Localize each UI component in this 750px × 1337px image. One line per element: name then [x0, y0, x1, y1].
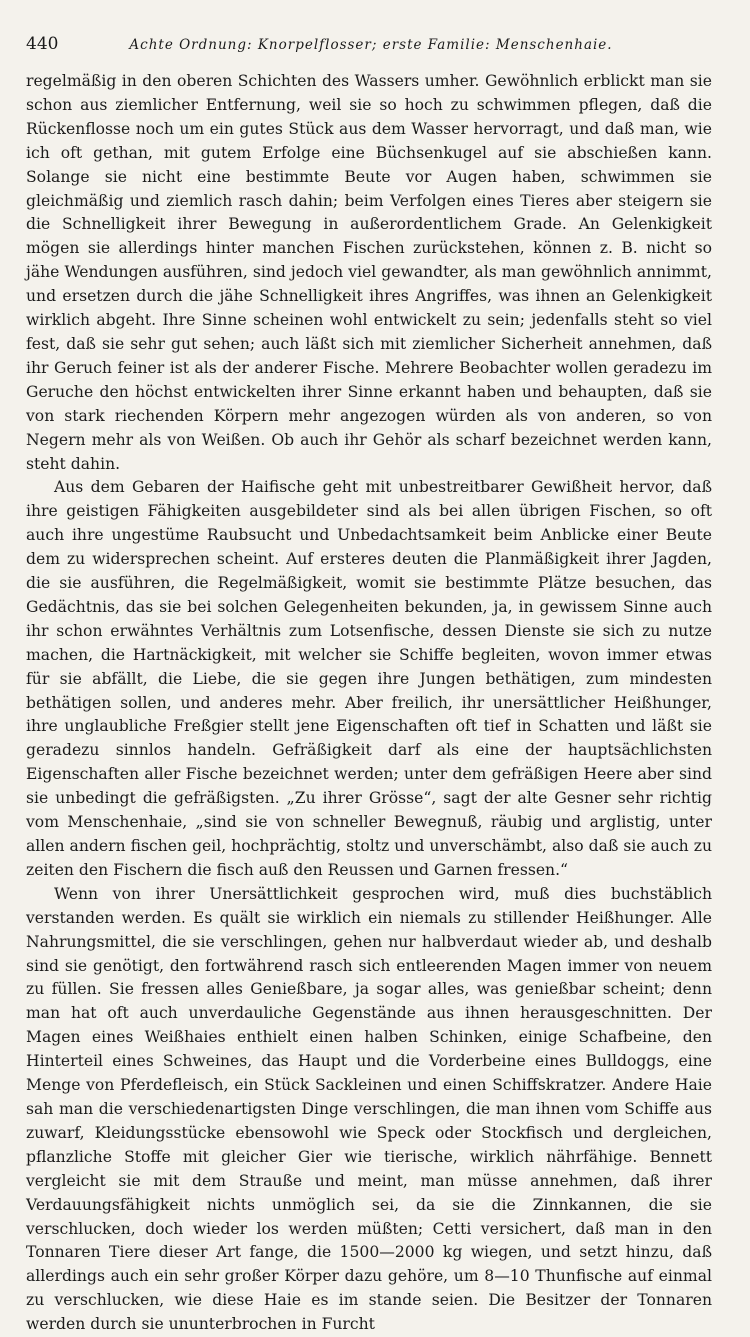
running-head: [26, 34, 712, 64]
body-text: [26, 70, 712, 1337]
paragraph-3: Wenn von ihrer Unersättlichkeit gesprochen wird, muß dies buchstäblich verstanden werden. Es quält sie wirklich ein niemals zu stillender Heißhunger. Alle Nahrungsmittel, die sie verschlingen, gehen nur halbverdaut wieder ab, und deshalb sind sie genötigt, den fortwährend rasch sich entleerenden Magen immer von neuem zu füllen. Sie fressen alles Genießbare, ja sogar alles, was genießbar scheint; denn man hat oft auch unverdauliche Gegenstände aus ihnen herausgeschnitten. Der Magen eines Weißhaies enthielt einen halben Schinken, einige Schafbeine, den Hinterteil eines Schweines, das Haupt und die Vorderbeine eines Bulldoggs, eine Menge von Pferdefleisch, ein Stück Sackleinen und einen Schiffskratzer. Andere Haie sah man die verschiedenartigsten Dinge verschlingen, die man ihnen vom Schiffe aus zuwarf, Kleidungsstücke ebensowohl wie Speck oder Stockfisch und dergleichen, pflanzliche Stoffe mit gleicher Gier wie tierische, wirklich nährfähige. Bennett vergleicht sie mit dem Strauße und meint, man müsse annehmen, daß ihrer Verdauungsfähigkeit nichts unmöglich sei, da sie die Zinnkannen, die sie verschlucken, doch wieder los werden müßten; Cetti versichert, daß man in den Tonnaren Tiere dieser Art fange, die 1500—2000 kg wiegen, und setzt hinzu, daß allerdings auch ein sehr großer Körper dazu gehöre, um 8—10 Thunfische auf einmal zu verschlucken, wie diese Haie es im stande seien. Die Besitzer der Tonnaren werden durch sie ununterbrochen in Furcht: [26, 884, 712, 1334]
running-title: Achte Ordnung: Knorpelflosser; erste Familie: Menschenhaie.: [129, 37, 613, 53]
paragraph-1: regelmäßig in den oberen Schichten des Wassers umher. Gewöhnlich erblickt man sie schon aus ziemlicher Entfernung, weil sie so hoch zu schwimmen pflegen, daß die Rückenflosse noch um ein gutes Stück aus dem Wasser hervorragt, und daß man, wie ich oft gethan, mit gutem Erfolge eine Büchsenkugel auf sie abschießen kann. Solange sie nicht eine bestimmte Beute vor Augen haben, schwimmen sie gleichmäßig und ziemlich rasch dahin; beim Verfolgen eines Tieres aber steigern sie die Schnelligkeit ihrer Bewegung in außerordentlichem Grade. An Gelenkigkeit mögen sie allerdings hinter manchen Fischen zurückstehen, können z. B. nicht so jähe Wendungen ausführen, sind jedoch viel gewandter, als man gewöhnlich annimmt, und ersetzen durch die jähe Schnelligkeit ihres Angriffes, was ihnen an Gelenkigkeit wirklich abgeht. Ihre Sinne scheinen wohl entwickelt zu sein; jedenfalls steht so viel fest, daß sie sehr gut sehen; auch läßt sich mit ziemlicher Sicherheit annehmen, daß ihr Geruch feiner ist als der anderer Fische. Mehrere Beobachter wollen geradezu im Geruche den höchst entwickelten ihrer Sinne erkannt haben und behaupten, daß sie von stark riechenden Körpern mehr angezogen würden als von anderen, so von Negern mehr als von Weißen. Ob auch ihr Gehör als scharf bezeichnet werden kann, steht dahin.: [26, 72, 712, 473]
page-number: 440: [26, 34, 59, 54]
paragraph-2: Aus dem Gebaren der Haifische geht mit unbestreitbarer Gewißheit hervor, daß ihre geistigen Fähigkeiten ausgebildeter sind als bei allen übrigen Fischen, so oft auch ihre ungestüme Raubsucht und Unbedachtsamkeit beim Anblicke einer Beute dem zu widersprechen scheint. Auf ersteres deuten die Planmäßigkeit ihrer Jagden, die sie ausführen, die Regelmäßigkeit, womit sie bestimmte Plätze besuchen, das Gedächtnis, das sie bei solchen Gelegenheiten bekunden, ja, in gewissem Sinne auch ihr schon erwähntes Verhältnis zum Lotsenfische, dessen Dienste sie sich zu nutze machen, die Hartnäckigkeit, mit welcher sie Schiffe begleiten, wovon immer etwas für sie abfällt, die Liebe, die sie gegen ihre Jungen bethätigen, zum mindesten bethätigen sollen, und anderes mehr. Aber freilich, ihr unersättlicher Heißhunger, ihre unglaubliche Freßgier stellt jene Eigenschaften oft tief in Schatten und läßt sie geradezu sinnlos handeln. Gefräßigkeit darf als eine der hauptsächlichsten Eigenschaften aller Fische bezeichnet werden; unter dem gefräßigen Heere aber sind sie unbedingt die gefräßigsten. „Zu ihrer Grösse“, sagt der alte Gesner sehr richtig vom Menschenhaie, „sind sie von schneller Bewegnuß, räubig und arglistig, unter allen andern fischen geil, hochprächtig, stoltz und unverschämbt, also daß sie auch zu zeiten den Fischern die fisch auß den Reussen und Garnen fressen.“: [26, 478, 712, 879]
